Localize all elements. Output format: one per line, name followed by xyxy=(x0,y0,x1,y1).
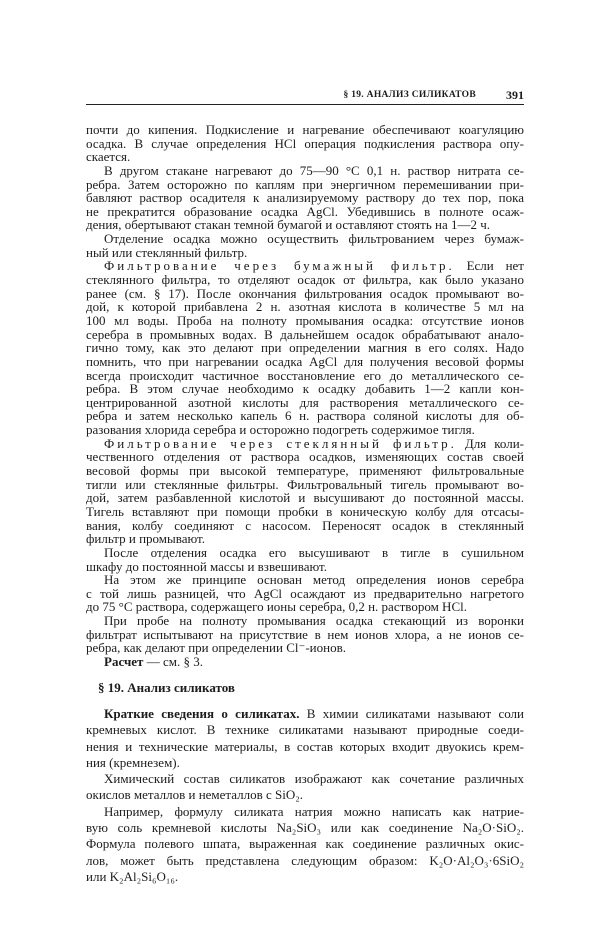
text-line: нения и технические материалы, в состав которых входит двуокись крем- xyxy=(86,738,524,754)
text-line: ребра и затем несколько капель 6 н. раствора соляной кислоты для об- xyxy=(86,408,524,424)
section-silicates-text xyxy=(86,706,524,885)
text-line: почти до кипения. Подкисление и нагревание обеспечивают коагуляцию xyxy=(86,122,524,137)
bold-run-in-heading: Краткие сведения о силикатах. xyxy=(104,706,300,721)
text-line: ранее (см. § 17). После окончания фильтрования осадок промывают во- xyxy=(86,285,524,301)
line-text: — см. § 3. xyxy=(143,653,203,669)
paragraph xyxy=(86,259,524,436)
spaced-run-in-heading: Фильтрование через стеклянный фильтр. xyxy=(104,435,457,451)
text-line xyxy=(86,437,524,451)
spaced-run-in-heading: Фильтрование через бумажный фильтр. xyxy=(104,258,455,274)
paragraph xyxy=(86,546,524,573)
paragraph xyxy=(86,573,524,614)
text-line: 100 мл воды. Проба на полноту промывания осадка: отсутствие ионов xyxy=(86,312,524,328)
text-line: разования хлорида серебра и осторожно подогреть содержимое тигля. xyxy=(86,422,475,438)
text-line: После отделения осадка его высушивают в тигле в сушильном xyxy=(104,544,524,560)
text-line: При пробе на полноту промывания осадка стекающий из воронки xyxy=(104,613,524,629)
text-line: помнить, что при нагревании осадка AgCl для получения весовой формы xyxy=(86,353,524,369)
text-line xyxy=(86,259,524,273)
text-line: фильтр и промывают. xyxy=(86,531,205,547)
paragraph xyxy=(86,164,524,232)
text-line: с той лишь разницей, что AgCl осаждают из предварительно нагретого xyxy=(86,585,524,601)
text-line: ребра. Затем осторожно по каплям при энергичном перемешивании при- xyxy=(86,176,524,192)
text-line: окислов металлов и неметаллов с SiO₂. xyxy=(86,787,304,803)
text-line xyxy=(86,655,524,669)
text-line: скается. xyxy=(86,149,131,165)
line-text: Для коли- xyxy=(456,435,524,451)
text-line: Тигель вставляют при помощи пробки в коническую колбу для отсасы- xyxy=(86,503,524,519)
text-line: ребра, как делают при определении Cl⁻-ионов. xyxy=(86,640,346,656)
text-line: ребра. В этом случае необходимо к осадку добавить 1—2 капли кон- xyxy=(86,381,524,397)
text-line: вую соль кремневой кислоты Na₂SiO₃ или как соединение Na₂O·SiO₂. xyxy=(86,820,524,836)
section-heading: § 19. Анализ силикатов xyxy=(98,680,235,695)
line-text: В химии силикатами называют соли xyxy=(299,706,524,721)
paragraph xyxy=(86,232,524,259)
paragraph xyxy=(86,614,524,655)
text-line: дения, обертывают стакан темной бумагой и оставляют стоять на 1—2 ч. xyxy=(86,217,491,233)
text-line: лов, может быть представлена следующим образом: K₂O·Al₂O₃·6SiO₂ xyxy=(86,852,524,868)
text-line: осадка. В случае определения HCl операция подкисления раствора опу- xyxy=(86,135,524,151)
text-line: дой, к которой прибавлена 2 н. азотная кислота в количестве 5 мл на xyxy=(86,299,524,315)
text-line: шкафу до постоянной массы и взвешивают. xyxy=(86,558,327,574)
text-line xyxy=(86,706,524,722)
text-line: тигли или стеклянные фильтры. Фильтровальный тигель промывают во- xyxy=(86,476,524,492)
text-line: гично тому, как это делают при определении магния в его солях. Надо xyxy=(86,340,524,356)
text-line: до 75 °C раствора, содержащего ионы серебра, 0,2 н. раствором HCl. xyxy=(86,599,467,615)
paragraph xyxy=(86,655,524,669)
text-line: всегда происходит частичное восстановление его до металлического се- xyxy=(86,367,524,383)
text-line: весовой формы при высокой температуре, применяют фильтровальные xyxy=(86,463,524,479)
running-header xyxy=(86,88,524,105)
line-text: Если нет xyxy=(454,258,524,274)
text-line: Например, формулу силиката натрия можно написать как натрие- xyxy=(104,803,524,819)
text-line: Отделение осадка можно осуществить фильтрованием через бумаж- xyxy=(104,231,524,247)
text-line: кремневых кислот. В технике силикатами называют природные соеди- xyxy=(86,722,524,738)
text-line: центрированной азотной кислоты для растворения металлического се- xyxy=(86,394,524,410)
paragraph xyxy=(86,123,524,164)
text-line: фильтрат испытывают на присутствие в нем ионов хлора, а не ионов се- xyxy=(86,626,524,642)
paragraph xyxy=(86,706,524,771)
text-line: чественного отделения от раствора осадков, изменяющих состав своей xyxy=(86,449,524,465)
text-line: серебра в промывных водах. В дальнейшем осадок обрабатывают анало- xyxy=(86,326,524,342)
text-line: В другом стакане нагревают до 75—90 °C 0,1 н. раствор нитрата се- xyxy=(104,162,524,178)
text-line: дой, затем разбавленной кислотой и высушивают до постоянной массы. xyxy=(86,490,524,506)
text-line: Формула полевого шпата, выраженная как соединение различных окис- xyxy=(86,836,524,852)
text-line: не прекратится образование осадка AgCl. Убедившись в полноте осаж- xyxy=(86,203,524,219)
text-line: На этом же принципе основан метод определения ионов серебра xyxy=(104,572,524,588)
paragraph xyxy=(86,804,524,885)
text-line: стеклянного фильтра, то отделяют осадок от фильтра, как было указано xyxy=(86,272,524,288)
text-line: ный или стеклянный фильтр. xyxy=(86,244,248,260)
paragraph xyxy=(86,771,524,804)
bold-run-in-heading: Расчет xyxy=(104,653,144,669)
text-line: ния (кремнезем). xyxy=(86,754,180,770)
paragraph xyxy=(86,437,524,546)
text-line: вания, колбу соединяют с насосом. Переносят осадок в стеклянный xyxy=(86,517,524,533)
page-number: 391 xyxy=(506,88,524,102)
text-line: Химический состав силикатов изображают как сочетание различных xyxy=(104,771,524,787)
running-title: § 19. АНАЛИЗ СИЛИКАТОВ xyxy=(343,90,476,100)
text-line: бавляют раствор осадителя к анализируемому раствору до тех пор, пока xyxy=(86,190,524,206)
text-line: или K₂Al₂Si₆O₁₆. xyxy=(86,868,179,884)
section-text-continuation xyxy=(86,123,524,669)
